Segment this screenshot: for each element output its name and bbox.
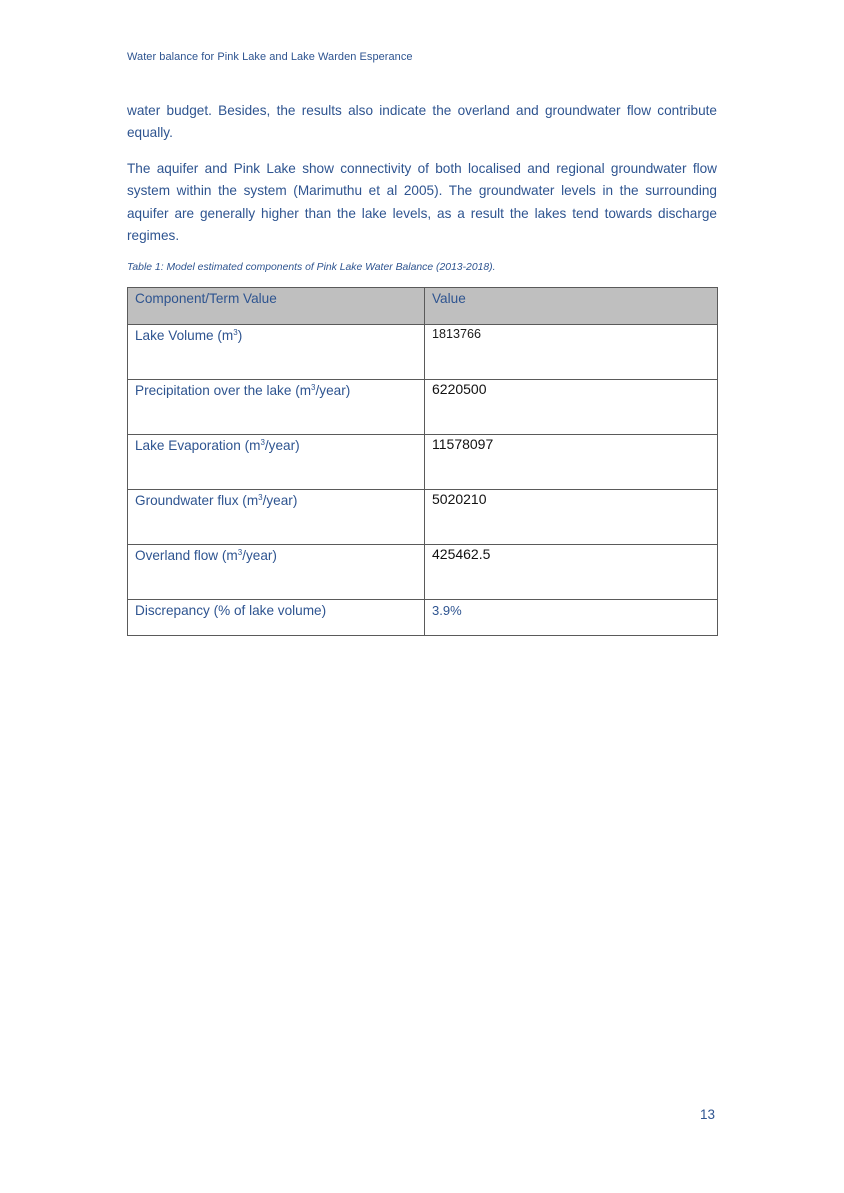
table-row (128, 490, 718, 545)
row-label-lake-volume: Lake Volume $(m^3)$ (128, 325, 425, 380)
table-row (128, 435, 718, 490)
table-row (128, 600, 718, 636)
running-header: Water balance for Pink Lake and Lake Warden Esperance (127, 51, 413, 63)
page-number: 13 (700, 1107, 716, 1122)
table-row (128, 325, 718, 380)
table-header-row (128, 288, 718, 325)
water-balance-table (127, 287, 718, 636)
table-caption: Table 1: Model estimated components of Pink Lake Water Balance (2013-2018). (127, 262, 496, 273)
header-component: Component/Term Value (128, 288, 425, 325)
row-value-overland-flow: 425462.5 (425, 545, 718, 600)
row-value-groundwater-flux: 5020210 (425, 490, 718, 545)
paragraph-water-budget: water budget. Besides, the results also indicate the overland and groundwater flow contribute equally. (127, 103, 717, 141)
row-value-evaporation: 11578097 (425, 435, 718, 490)
row-label-evaporation: Lake Evaporation $(m^3/year)$ (128, 435, 425, 490)
row-label-groundwater-flux: Groundwater flux $(m^3/year)$ (128, 490, 425, 545)
row-value-discrepancy: 3.9% (425, 600, 718, 636)
row-label-precipitation: Precipitation over the lake $(m^3/year)$ (128, 380, 425, 435)
row-label-overland-flow: Overland flow $(m^3/year)$ (128, 545, 425, 600)
row-value-precipitation: 6220500 (425, 380, 718, 435)
paragraph-aquifer-connectivity: The aquifer and Pink Lake show connectivity of both localised and regional groundwater flow system within the system (Marimuthu et al 2005). The groundwater levels in the surrounding aquifer are generally higher than the lake levels, as a result the lakes tend towards discharge regimes. (127, 161, 717, 243)
row-label-discrepancy: Discrepancy (% of lake volume) (128, 600, 425, 636)
header-value: Value (425, 288, 718, 325)
table-row (128, 380, 718, 435)
row-value-lake-volume: 1813766 (425, 325, 718, 380)
table-row (128, 545, 718, 600)
